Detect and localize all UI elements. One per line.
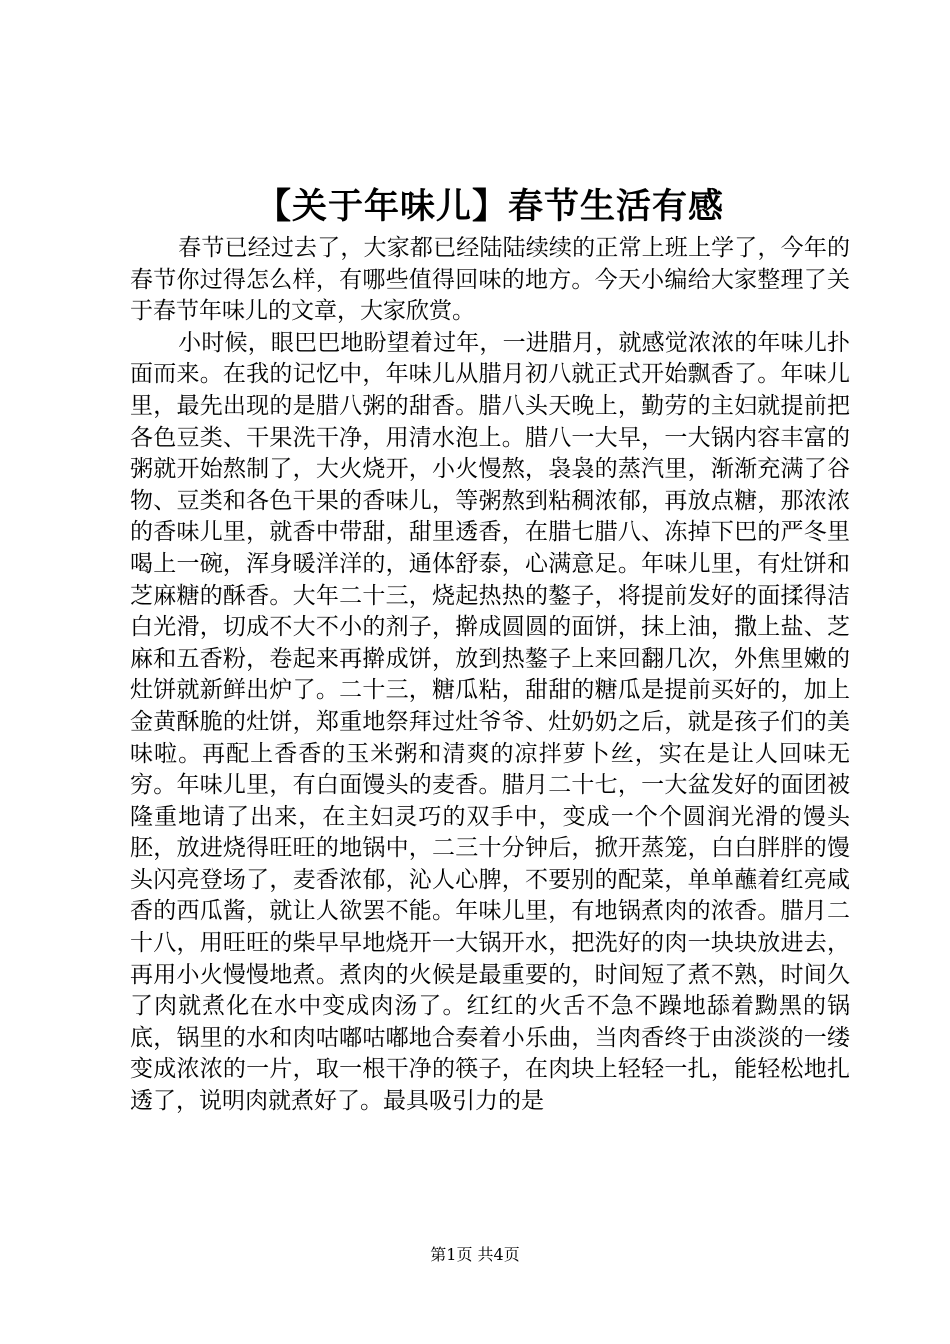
document-title: 【关于年味儿】春节生活有感	[255, 186, 724, 227]
paragraph-text: 小时候，眼巴巴地盼望着过年，一进腊月，就感觉浓浓的年味儿扑面而来。在我的记忆中，年味儿从腊月初八就正式开始飘香了。年味儿里，最先出现的是腊八粥的甜香。腊八头天晚上，勤劳的主妇就提前把各色豆类、干果洗干净，用清水泡上。腊八一大早，一大锅内容丰富的粥就开始熬制了，大火烧开，小火慢熬，袅袅的蒸汽里，渐渐充满了谷物、豆类和各色干果的香味儿，等粥熬到粘稠浓郁，再放点糖，那浓浓的香味儿里，就香中带甜，甜里透香，在腊七腊八、冻掉下巴的严冬里喝上一碗，浑身暖洋洋的，通体舒泰，心满意足。年味儿里，有灶饼和芝麻糖的酥香。大年二十三，烧起热热的鏊子，将提前发好的面揉得洁白光滑，切成不大不小的剂子，擀成圆圆的面饼，抹上油，撒上盐、芝麻和五香粉，卷起来再擀成饼，放到热鏊子上来回翻几次，外焦里嫩的灶饼就新鲜出炉了。二十三，糖瓜粘，甜甜的糖瓜是提前买好的，加上金黄酥脆的灶饼，郑重地祭拜过灶爷爷、灶奶奶之后，就是孩子们的美味啦。再配上香香的玉米粥和清爽的凉拌萝卜丝，实在是让人回味无穷。年味儿里，有白面馒头的麦香。腊月二十七，一大盆发好的面团被隆重地请了出来，在主妇灵巧的双手中，变成一个个圆润光滑的馒头胚，放进烧得旺旺的地锅中，二三十分钟后，掀开蒸笼，白白胖胖的馒头闪亮登场了，麦香浓郁，沁人心脾，不要别的配菜，单单蘸着红亮咸香的西瓜酱，就让人欲罢不能。年味儿里，有地锅煮肉的浓香。腊月二十八，用旺旺的柴早早地烧开一大锅开水，把洗好的肉一块块放进去，再用小火慢慢地煮。煮肉的火候是最重要的，时间短了煮不熟，时间久了肉就煮化在水中变成肉汤了。红红的火舌不急不躁地舔着黝黑的锅底，锅里的水和肉咕嘟咕嘟地合奏着小乐曲，当肉香终于由淡淡的一缕变成浓浓的一片，取一根干净的筷子，在肉块上轻轻一扎，能轻松地扎透了，说明肉就煮好了。最具吸引力的是	[130, 329, 850, 1115]
paragraph-main	[130, 328, 850, 1118]
page-footer: 第1页 共4页	[430, 1245, 520, 1264]
document-body	[130, 233, 850, 1118]
paragraph-text: 春节已经过去了，大家都已经陆陆续续的正常上班上学了，今年的春节你过得怎么样，有哪些值得回味的地方。今天小编给大家整理了关于春节年味儿的文章，大家欣赏。	[130, 235, 850, 325]
paragraph-intro	[130, 233, 850, 328]
